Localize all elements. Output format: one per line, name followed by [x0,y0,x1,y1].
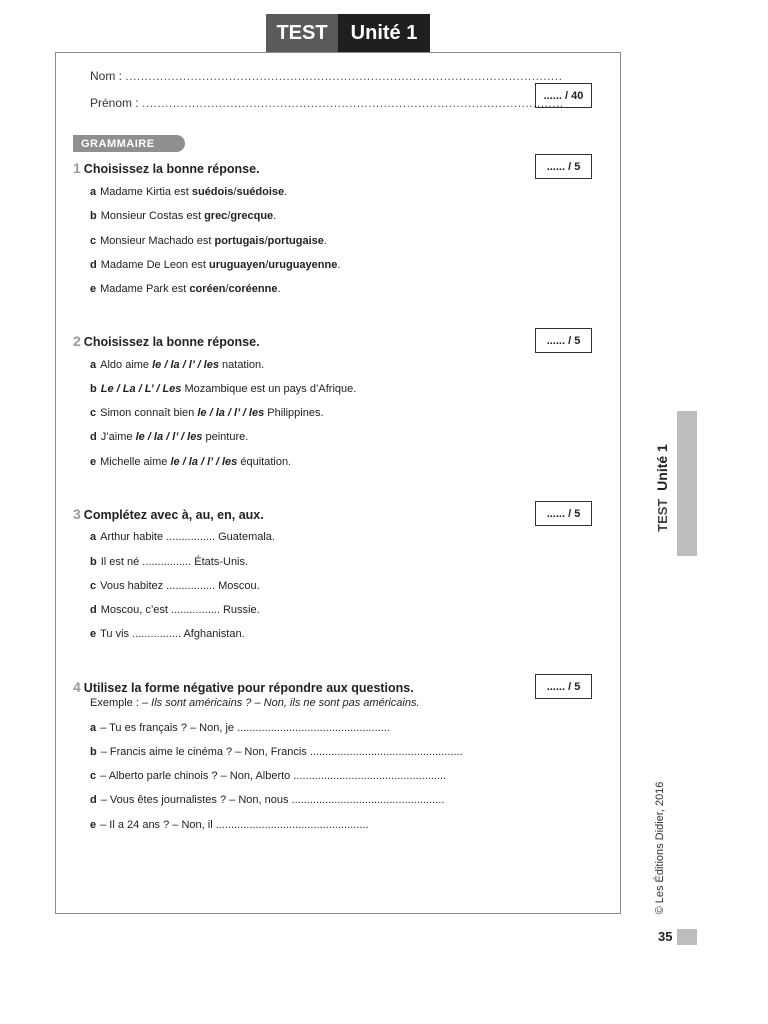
list-item[interactable]: a Arthur habite ................ Guatemala. [90,531,275,543]
list-item: e Michelle aime le / la / l’ / les équitation. [90,456,292,468]
side-test-text: TEST [655,498,670,532]
total-score-box[interactable]: ...... / 40 [535,83,592,108]
choice-option[interactable]: grecque [230,210,274,222]
choice-options[interactable]: le / la / l’ / les [152,359,219,371]
list-item[interactable]: d Moscou, c’est ................ Russie. [90,604,260,616]
list-item: d J’aime le / la / l’ / les peinture. [90,431,249,443]
choice-option[interactable]: suédois [191,186,234,198]
list-item[interactable]: a – Tu es français ? – Non, je .................................................. [90,722,390,734]
prenom-line [90,96,564,110]
choice-option[interactable]: coréenne [228,283,278,295]
choice-option[interactable]: uruguayenne [268,259,338,271]
exercise-number: 2 [73,333,81,349]
side-tab-marker [677,411,697,556]
side-unit-text: Unité 1 [654,444,670,491]
choice-options[interactable]: le / la / l’ / les [170,456,238,468]
header-test-label: TEST [266,14,338,52]
list-item[interactable]: c – Alberto parle chinois ? – Non, Alberto .................................................. [90,770,447,782]
list-item: a Madame Kirtia est suédois/suédoise. [90,186,288,198]
page-number: 35 [658,929,673,944]
exercise-title-text: Utilisez la forme négative pour répondre aux questions. [83,681,414,695]
page-frame [55,52,621,914]
choice-options[interactable]: le / la / l’ / les [135,431,203,443]
list-item: b Le / La / L’ / Les Mozambique est un pays d’Afrique. [90,383,357,395]
list-item: d Madame De Leon est uruguayen/uruguayenne. [90,259,341,271]
choice-options[interactable]: Le / La / L’ / Les [100,383,182,395]
copyright-text: © Les Éditions Didier, 2016 [654,781,666,915]
choice-option[interactable]: uruguayen [208,259,266,271]
list-item: c Monsieur Machado est portugais/portugaise. [90,235,327,247]
choice-option[interactable]: suédoise [236,186,285,198]
page-number-bar [677,929,697,945]
nom-line [90,69,562,83]
exercise-3-title [73,506,264,522]
exercise-2-title [73,333,260,349]
exercise-title-text: Choisissez la bonne réponse. [83,335,260,349]
example-prefix: Exemple : [90,697,142,709]
exercise-title-text: Complétez avec à, au, en, aux. [83,508,264,522]
example-text: – Ils sont américains ? – Non, ils ne sont pas américains. [141,697,420,709]
exercise-number: 4 [73,679,81,695]
section-label-grammaire: GRAMMAIRE [73,135,185,152]
choice-option[interactable]: portugais [214,235,265,247]
list-item[interactable]: b Il est né ................ États-Unis. [90,556,249,568]
example-line [90,697,420,709]
list-item[interactable]: c Vous habitez ................ Moscou. [90,580,260,592]
list-item[interactable]: e Tu vis ................ Afghanistan. [90,628,245,640]
list-item[interactable]: b – Francis aime le cinéma ? – Non, Francis .................................................. [90,746,463,758]
list-item[interactable]: d – Vous êtes journalistes ? – Non, nous .................................................. [90,794,445,806]
choice-option[interactable]: portugaise [267,235,324,247]
list-item: a Aldo aime le / la / l’ / les natation. [90,359,265,371]
exercise-number: 3 [73,506,81,522]
exercise-2-score[interactable]: ...... / 5 [535,328,592,353]
exercise-3-score[interactable]: ...... / 5 [535,501,592,526]
choice-options[interactable]: le / la / l’ / les [197,407,265,419]
list-item: c Simon connaît bien le / la / l’ / les Philippines. [90,407,324,419]
prenom-field[interactable]: .............................................................................................................. [142,96,564,110]
exercise-title-text: Choisissez la bonne réponse. [83,162,260,176]
choice-option[interactable]: coréen [189,283,226,295]
exercise-number: 1 [73,160,81,176]
exercise-4-score[interactable]: ...... / 5 [535,674,592,699]
list-item: b Monsieur Costas est grec/grecque. [90,210,277,222]
header-tab [266,14,430,52]
exercise-1-score[interactable]: ...... / 5 [535,154,592,179]
prenom-label: Prénom : [90,96,139,110]
exercise-1-title [73,160,260,176]
nom-label: Nom : [90,69,123,83]
nom-field[interactable]: .................................................................................................................. [125,69,563,83]
header-unit-label: Unité 1 [338,14,430,52]
list-item: e Madame Park est coréen/coréenne. [90,283,281,295]
side-unit-label [654,444,670,532]
choice-option[interactable]: grec [204,210,228,222]
exercise-4-title [73,679,414,695]
list-item[interactable]: e – Il a 24 ans ? – Non, il .................................................. [90,819,369,831]
